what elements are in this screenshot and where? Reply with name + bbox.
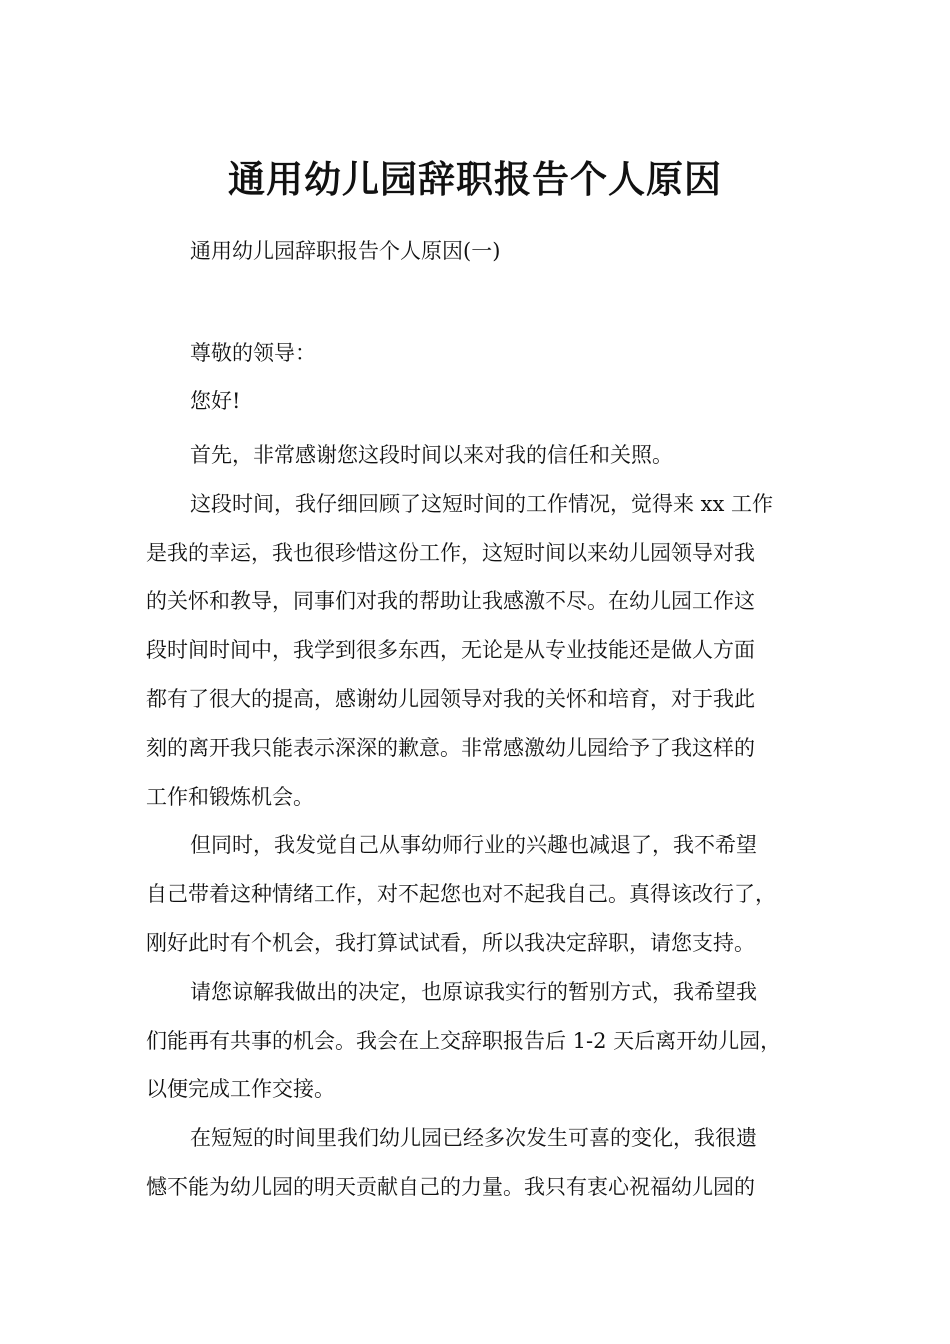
paragraph-line: 自己带着这种情绪工作，对不起您也对不起我自己。真得该改行了， bbox=[146, 882, 776, 907]
paragraph-line: 憾不能为幼儿园的明天贡献自己的力量。我只有衷心祝福幼儿园的 bbox=[146, 1174, 755, 1199]
paragraph-line: 段时间时间中，我学到很多东西，无论是从专业技能还是做人方面 bbox=[146, 638, 755, 663]
paragraph-line: 这段时间，我仔细回顾了这短时间的工作情况，觉得来 xx 工作 bbox=[190, 491, 774, 516]
paragraph-line: 刚好此时有个机会，我打算试试看，所以我决定辞职，请您支持。 bbox=[146, 930, 755, 955]
paragraph bbox=[146, 821, 836, 967]
paragraph-line: 工作和锻炼机会。 bbox=[146, 784, 314, 809]
paragraph-line: 是我的幸运，我也很珍惜这份工作，这短时间以来幼儿园领导对我 bbox=[146, 540, 755, 565]
paragraph-line: 请您谅解我做出的决定，也原谅我实行的暂别方式，我希望我 bbox=[190, 979, 757, 1004]
paragraph-line: 刻的离开我只能表示深深的歉意。非常感激幼儿园给予了我这样的 bbox=[146, 735, 755, 760]
document-subtitle: 通用幼儿园辞职报告个人原因(一) bbox=[190, 239, 501, 263]
paragraph-line: 以便完成工作交接。 bbox=[146, 1077, 335, 1102]
paragraph-line: 首先，非常感谢您这段时间以来对我的信任和关照。 bbox=[190, 443, 673, 467]
paragraph-line: 们能再有共事的机会。我会在上交辞职报告后 1-2 天后离开幼儿园， bbox=[146, 1028, 782, 1053]
paragraph bbox=[146, 480, 836, 822]
paragraph-line: 都有了很大的提高，感谢幼儿园领导对我的关怀和培育，对于我此 bbox=[146, 686, 755, 711]
paragraph bbox=[146, 968, 836, 1114]
paragraph-line: 在短短的时间里我们幼儿园已经多次发生可喜的变化，我很遗 bbox=[190, 1126, 757, 1151]
document-body bbox=[146, 431, 836, 1212]
document-title: 通用幼儿园辞职报告个人原因 bbox=[228, 156, 722, 201]
salutation: 尊敬的领导： bbox=[190, 341, 316, 365]
greeting: 您好! bbox=[190, 389, 241, 413]
paragraph-line: 的关怀和教导，同事们对我的帮助让我感激不尽。在幼儿园工作这 bbox=[146, 589, 755, 614]
paragraph-line: 但同时，我发觉自己从事幼师行业的兴趣也减退了，我不希望 bbox=[190, 833, 757, 858]
paragraph bbox=[146, 1114, 836, 1212]
paragraph bbox=[146, 431, 836, 480]
